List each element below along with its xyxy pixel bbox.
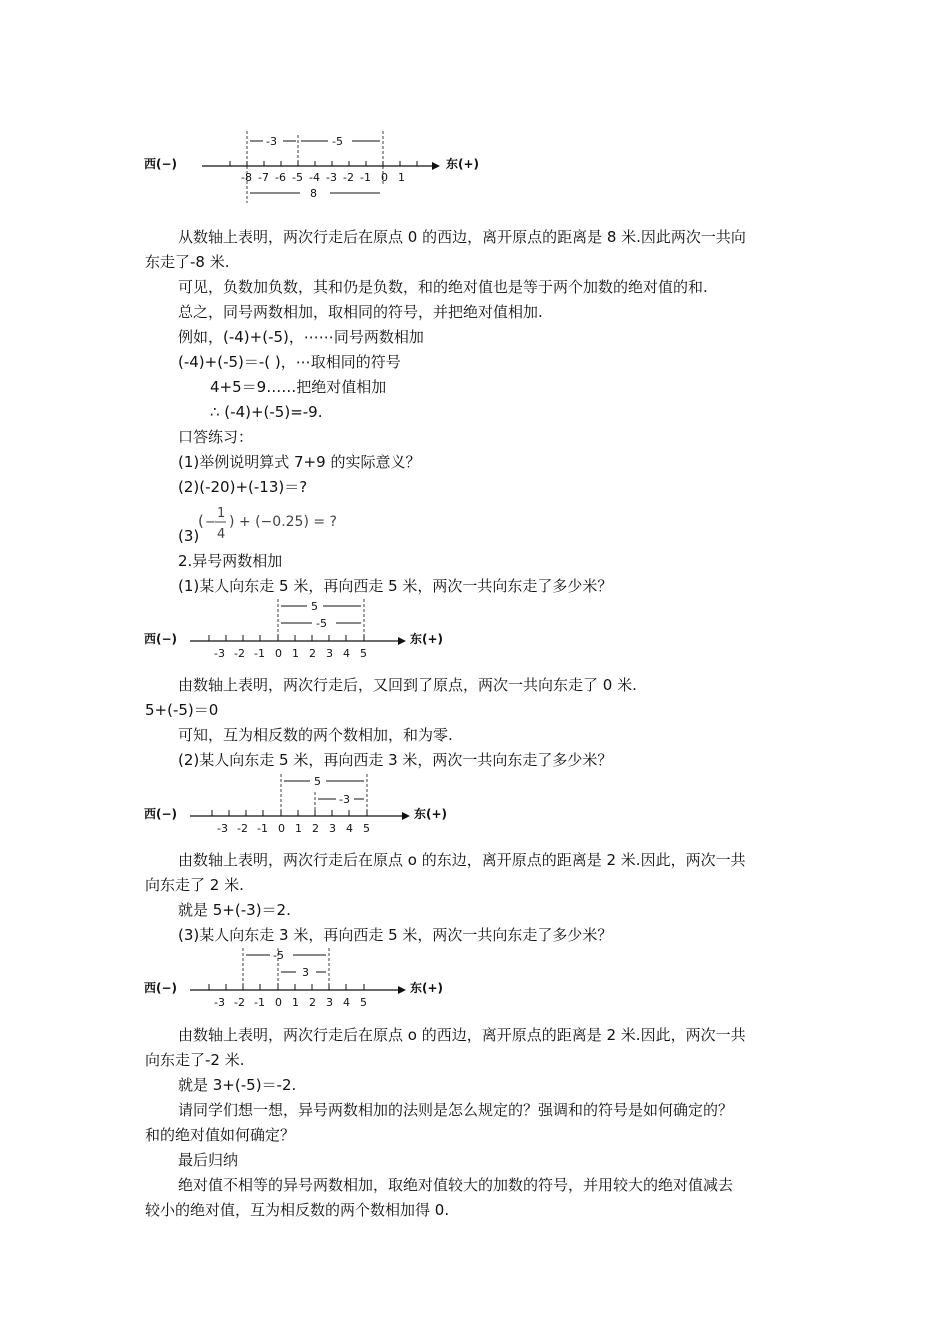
west-label: 西(−) xyxy=(144,157,178,171)
tick-label: 1 xyxy=(398,171,405,184)
east-label: 东(+) xyxy=(414,807,448,821)
paragraph: 就是 5+(-3)＝2. xyxy=(178,901,291,919)
tick-label: -2 xyxy=(343,171,354,184)
span-label: -5 xyxy=(316,617,327,630)
paragraph: 5+(-5)＝0 xyxy=(145,701,219,719)
formula-rest: ) + (−0.25) = ? xyxy=(229,514,336,530)
east-label: 东(+) xyxy=(410,981,444,995)
tick-label: -3 xyxy=(214,647,225,660)
paragraph: 请同学们想一想，异号两数相加的法则是怎么规定的？强调和的符号是如何确定的？ xyxy=(178,1101,734,1119)
span-label: 3 xyxy=(302,966,309,979)
paragraph: 绝对值不相等的异号两数相加，取绝对值较大的加数的符号，并用较大的绝对值减去 xyxy=(178,1176,734,1194)
minus-sign: − xyxy=(205,515,216,530)
number-line-svg-3 xyxy=(140,768,460,836)
paragraph: 4+5＝9……把绝对值相加 xyxy=(210,378,387,396)
paragraph: 总之，同号两数相加，取相同的符号，并把绝对值相加. xyxy=(178,303,543,321)
paragraph: 东走了-8 米. xyxy=(145,253,230,271)
number-line-diagram-1 xyxy=(140,125,500,205)
tick-label: 4 xyxy=(343,647,350,660)
tick-label: 4 xyxy=(346,822,353,835)
west-label: 西(−) xyxy=(144,981,178,995)
paragraph: ∴ (-4)+(-5)=-9. xyxy=(210,403,323,421)
tick-label: 4 xyxy=(343,996,350,1009)
paragraph: 由数轴上表明，两次行走后在原点 o 的西边，离开原点的距离是 2 米.因此，两次一共 xyxy=(178,1026,746,1044)
paragraph: 例如，(-4)+(-5)，⋯⋯同号两数相加 xyxy=(178,328,424,346)
paragraph: 从数轴上表明，两次行走后在原点 0 的西边，离开原点的距离是 8 米.因此两次一共向 xyxy=(178,228,746,246)
fraction-formula xyxy=(196,502,336,550)
tick-label: -1 xyxy=(257,822,268,835)
tick-label: 2 xyxy=(309,996,316,1009)
tick-label: -1 xyxy=(360,171,371,184)
tick-label: 0 xyxy=(381,171,388,184)
paragraph: (3)某人向东走 3 米，再向西走 5 米，两次一共向东走了多少米？ xyxy=(178,926,613,944)
tick-label: -1 xyxy=(254,996,265,1009)
tick-label: 0 xyxy=(275,647,282,660)
number-line-svg-4 xyxy=(140,942,460,1010)
tick-label: 5 xyxy=(363,822,370,835)
number-line-diagram-2 xyxy=(140,595,460,663)
tick-label: 3 xyxy=(326,647,333,660)
tick-label: -5 xyxy=(292,171,303,184)
west-label: 西(−) xyxy=(144,807,178,821)
tick-label: 5 xyxy=(360,996,367,1009)
paragraph: 向东走了 2 米. xyxy=(145,876,244,894)
paragraph: 由数轴上表明，两次行走后在原点 o 的东边，离开原点的距离是 2 米.因此，两次一共 xyxy=(178,851,746,869)
tick-label: -8 xyxy=(241,171,252,184)
tick-label: -3 xyxy=(214,996,225,1009)
paragraph: (2)(-20)+(-13)＝? xyxy=(178,478,308,496)
paragraph: 最后归纳 xyxy=(178,1151,239,1169)
paragraph: 口答练习： xyxy=(178,428,254,446)
number-line-diagram-4 xyxy=(140,942,460,1010)
tick-label: 2 xyxy=(312,822,319,835)
span-total-label: 8 xyxy=(310,187,317,200)
tick-label: 5 xyxy=(360,647,367,660)
tick-label: -2 xyxy=(234,996,245,1009)
number-line-svg-1 xyxy=(140,125,500,205)
paragraph: 向东走了-2 米. xyxy=(145,1051,245,1069)
tick-label: -6 xyxy=(275,171,286,184)
paragraph: 可知，互为相反数的两个数相加，和为零. xyxy=(178,726,453,744)
paragraph: 较小的绝对值，互为相反数的两个数相加得 0. xyxy=(145,1201,450,1219)
span-label: -5 xyxy=(332,135,343,148)
tick-label: 3 xyxy=(329,822,336,835)
tick-label: 1 xyxy=(292,647,299,660)
axis-arrow xyxy=(398,986,406,994)
paragraph: 就是 3+(-5)＝-2. xyxy=(178,1076,297,1094)
span-label: 5 xyxy=(314,775,321,788)
section-heading: 2.异号两数相加 xyxy=(178,552,283,570)
paragraph: (1)举例说明算式 7+9 的实际意义？ xyxy=(178,453,421,471)
number-line-svg-2 xyxy=(140,595,460,663)
tick-label: 2 xyxy=(309,647,316,660)
axis-arrow xyxy=(402,812,410,820)
tick-label: -3 xyxy=(217,822,228,835)
paragraph: (1)某人向东走 5 米，再向西走 5 米，两次一共向东走了多少米？ xyxy=(178,577,613,595)
paragraph: (-4)+(-5)＝-( )，⋯取相同的符号 xyxy=(178,353,401,371)
tick-label: 0 xyxy=(278,822,285,835)
tick-label: -2 xyxy=(234,647,245,660)
fraction-denominator: 4 xyxy=(217,527,226,542)
tick-label: -1 xyxy=(254,647,265,660)
paragraph: 由数轴上表明，两次行走后，又回到了原点，两次一共向东走了 0 米. xyxy=(178,676,637,694)
tick-label: -7 xyxy=(258,171,269,184)
fraction-numerator: 1 xyxy=(217,506,226,521)
number-line-diagram-3 xyxy=(140,768,460,836)
east-label: 东(+) xyxy=(446,157,480,171)
east-label: 东(+) xyxy=(410,632,444,646)
west-label: 西(−) xyxy=(144,632,178,646)
span-label: -3 xyxy=(339,793,350,806)
axis-arrow xyxy=(398,637,406,645)
tick-label: -4 xyxy=(309,171,320,184)
span-label: -5 xyxy=(273,949,284,962)
tick-label: 3 xyxy=(326,996,333,1009)
tick-label: 1 xyxy=(292,996,299,1009)
paragraph: 可见，负数加负数，其和仍是负数，和的绝对值也是等于两个加数的绝对值的和. xyxy=(178,278,708,296)
paragraph: (2)某人向东走 5 米，再向西走 3 米，两次一共向东走了多少米？ xyxy=(178,751,613,769)
tick-label: 1 xyxy=(295,822,302,835)
tick-label: 0 xyxy=(275,996,282,1009)
span-label: -3 xyxy=(266,135,277,148)
tick-label: -3 xyxy=(326,171,337,184)
paragraph: 和的绝对值如何确定？ xyxy=(145,1126,296,1144)
tick-label: -2 xyxy=(237,822,248,835)
axis-arrow xyxy=(432,162,440,170)
open-paren: ( xyxy=(198,512,204,530)
span-label: 5 xyxy=(311,600,318,613)
exercise-label: (3) xyxy=(178,527,200,545)
